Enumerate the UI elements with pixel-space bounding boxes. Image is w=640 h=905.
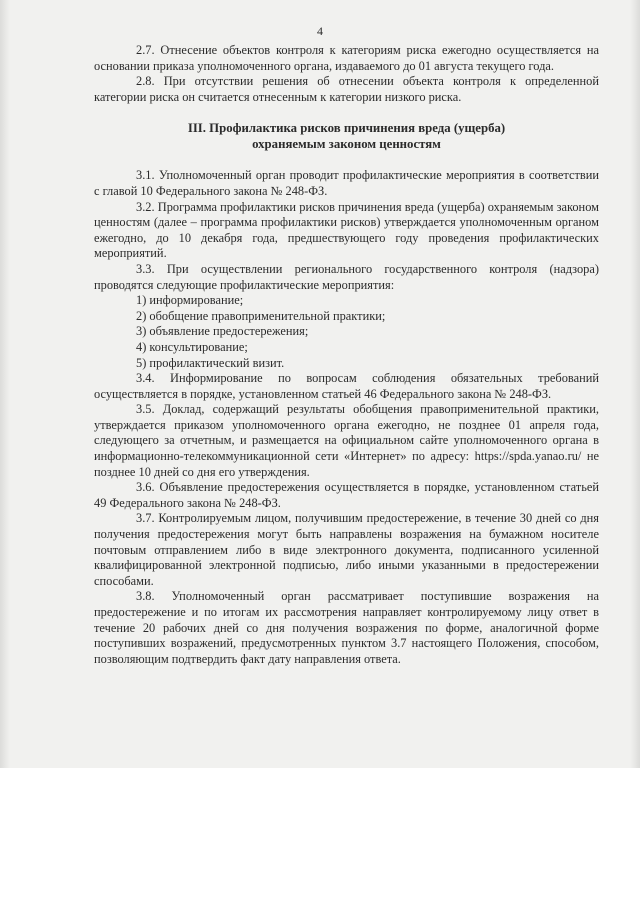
paragraph-3-1: 3.1. Уполномоченный орган проводит профилактические мероприятия в соответствии с главой 10 Федерального закона № 248-ФЗ. xyxy=(94,168,599,198)
paragraph-3-8: 3.8. Уполномоченный орган рассматривает поступившие возражения на предостережение и по итогам их рассмотрения направляет контролируемому лицу ответ в течение 20 рабочих дней со дня получения возражения по форме, аналогичной форме поступивших возражений, предусмотренных пунктом 3.7 настоящего Положения, способом, позволяющим подтвердить факт дату направления ответа. xyxy=(94,589,599,666)
paragraph-3-3: 3.3. При осуществлении регионального государственного контроля (надзора) проводятся следующие профилактические мероприятия: xyxy=(94,261,599,292)
document-body xyxy=(94,43,599,667)
list-item: 5) профилактический визит. xyxy=(136,355,285,370)
paragraph-2-8: 2.8. При отсутствии решения об отнесении объекта контроля к определенной категории риска он считается отнесенным к категории низкого риска. xyxy=(94,74,599,104)
paragraph-3-4: 3.4. Информирование по вопросам соблюдения обязательных требований осуществляется в порядке, установленном статьей 46 Федерального закона № 248-ФЗ. xyxy=(94,371,599,401)
list-item: 2) обобщение правоприменительной практики; xyxy=(136,308,386,323)
section-heading xyxy=(94,120,599,152)
scan-right-shadow xyxy=(630,0,640,768)
list-item: 1) информирование; xyxy=(136,293,244,308)
list-item: 4) консультирование; xyxy=(136,339,248,354)
paragraph-3-7: 3.7. Контролируемым лицом, получившим предостережение, в течение 30 дней со дня получения предостережения могут быть направлены возражения на бумажном носителе почтовым отправлением либо в виде электронного документа, подписанного усиленной квалифицированной электронной подписью, либо иными указанными в предостережении способами. xyxy=(94,511,599,588)
paragraph-3-5: 3.5. Доклад, содержащий результаты обобщения правоприменительной практики, утверждается приказом уполномоченного органа ежегодно, не позднее 01 апреля года, следующего за отчетным, и размещается на официальном сайте уполномоченного органа в информационно-телекоммуникационной сети «Интернет» по адресу: https://spda.yanao.ru/ не позднее 10 дней со дня его утверждения. xyxy=(94,402,599,479)
paragraph-2-7: 2.7. Отнесение объектов контроля к категориям риска ежегодно осуществляется на основании приказа уполномоченного органа, издаваемого до 01 августа текущего года. xyxy=(94,43,599,73)
scan-left-shadow xyxy=(0,0,10,768)
section-heading-line2: охраняемым законом ценностям xyxy=(252,137,441,152)
section-heading-line1: III. Профилактика рисков причинения вреда (ущерба) xyxy=(187,121,506,136)
paragraph-3-6: 3.6. Объявление предостережения осуществляется в порядке, установленном статьей 49 Федерального закона № 248-ФЗ. xyxy=(94,480,599,510)
paragraph-3-2: 3.2. Программа профилактики рисков причинения вреда (ущерба) охраняемым законом ценностям (далее – программа профилактики рисков) утверждается уполномоченным органом ежегодно, до 10 декабря года, предшествующего году проведения профилактических мероприятий. xyxy=(94,199,599,261)
page-number: 4 xyxy=(317,24,323,38)
list-item: 3) объявление предостережения; xyxy=(136,324,309,339)
